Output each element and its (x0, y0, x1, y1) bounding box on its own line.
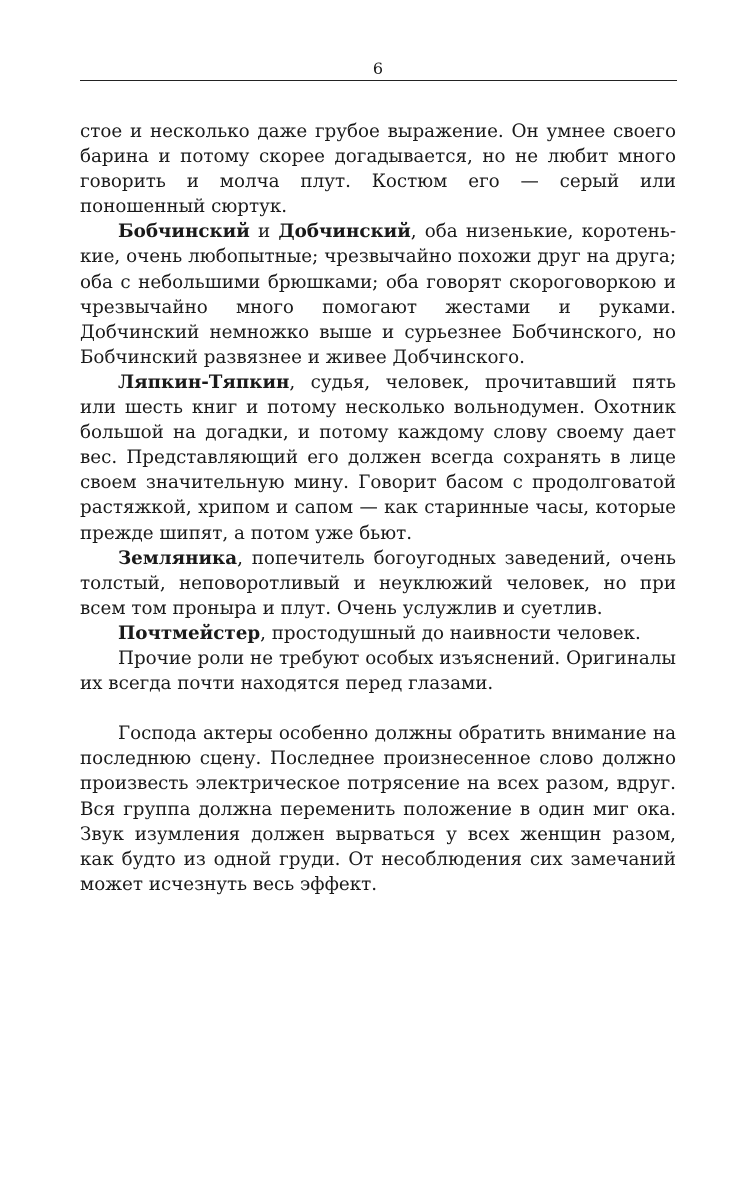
paragraph-text: , оба низенькие, коротенькие, очень любопытные; чрезвычайно похожи друг на друга; оба с небольшими брюшками; оба говорят скороговоркою и чрезвычайно много помогают жестами и руками. Добчинский немножко выше и сурьезнее Бобчинского, но Бобчинский развязнее и живее Добчинского. (80, 221, 677, 368)
page-number: 6 (372, 59, 384, 78)
character-name-lyapkin-tyapkin: Ляпкин-Тяпкин (118, 371, 290, 393)
paragraph-final-scene-note (80, 721, 676, 897)
paragraph-text: Прочие роли не требуют особых изъяснений. Оригиналы их всегда почти находятся перед глазами. (80, 647, 676, 695)
paragraph-text: стое и несколько даже грубое выражение. Он умнее своего барина и потому скорее догадывается, но не любит много говорить и молча плут. Костюм его — серый или поношенный сюртук. (80, 121, 676, 218)
conjunction: и (249, 221, 279, 243)
paragraph-text: Господа актеры особенно должны обратить внимание на последнюю сцену. Последнее произнесенное слово должно произвесть электрическое потрясение на всех разом, вдруг. Вся группа должна переменить положение в один миг ока. Звук изумления должен вырваться у всех женщин разом, как будто из одной груди. От несоблюдения сих замечаний может исчезнуть весь эффект. (80, 723, 676, 895)
paragraph-continuation (80, 119, 676, 219)
paragraph-other-roles (80, 646, 676, 696)
character-name-postmaster: Почтмейстер (118, 622, 261, 644)
character-name-dobchinsky: Добчинский (278, 221, 411, 243)
paragraph-bobchinsky-dobchinsky (80, 219, 676, 370)
character-name-bobchinsky: Бобчинский (118, 221, 250, 243)
paragraph-lyapkin-tyapkin (80, 370, 676, 546)
paragraph-text: , судья, человек, прочитавший пять или шесть книг и потому несколько вольнодумен. Охотник большой на догадки, и потому каждому слову своему дает вес. Представляющий его должен всегда сохранять в лице своем значительную мину. Говорит басом с продолговатой растяжкой, хрипом и сапом — как старинные часы, которые прежде шипят, а потом уже бьют. (80, 371, 676, 544)
header-rule (80, 80, 677, 81)
paragraph-zemlyanika (80, 546, 676, 621)
page-body (80, 119, 676, 897)
paragraph-postmaster (80, 621, 676, 646)
paragraph-text: , простодушный до наивности человек. (260, 622, 641, 644)
character-name-zemlyanika: Земляника (118, 547, 238, 569)
paragraph-text: , попечитель богоугодных заведений, очень толстый, неповоротливый и неуклюжий человек, но при всем том проныра и плут. Очень услужлив и суетлив. (80, 547, 676, 619)
